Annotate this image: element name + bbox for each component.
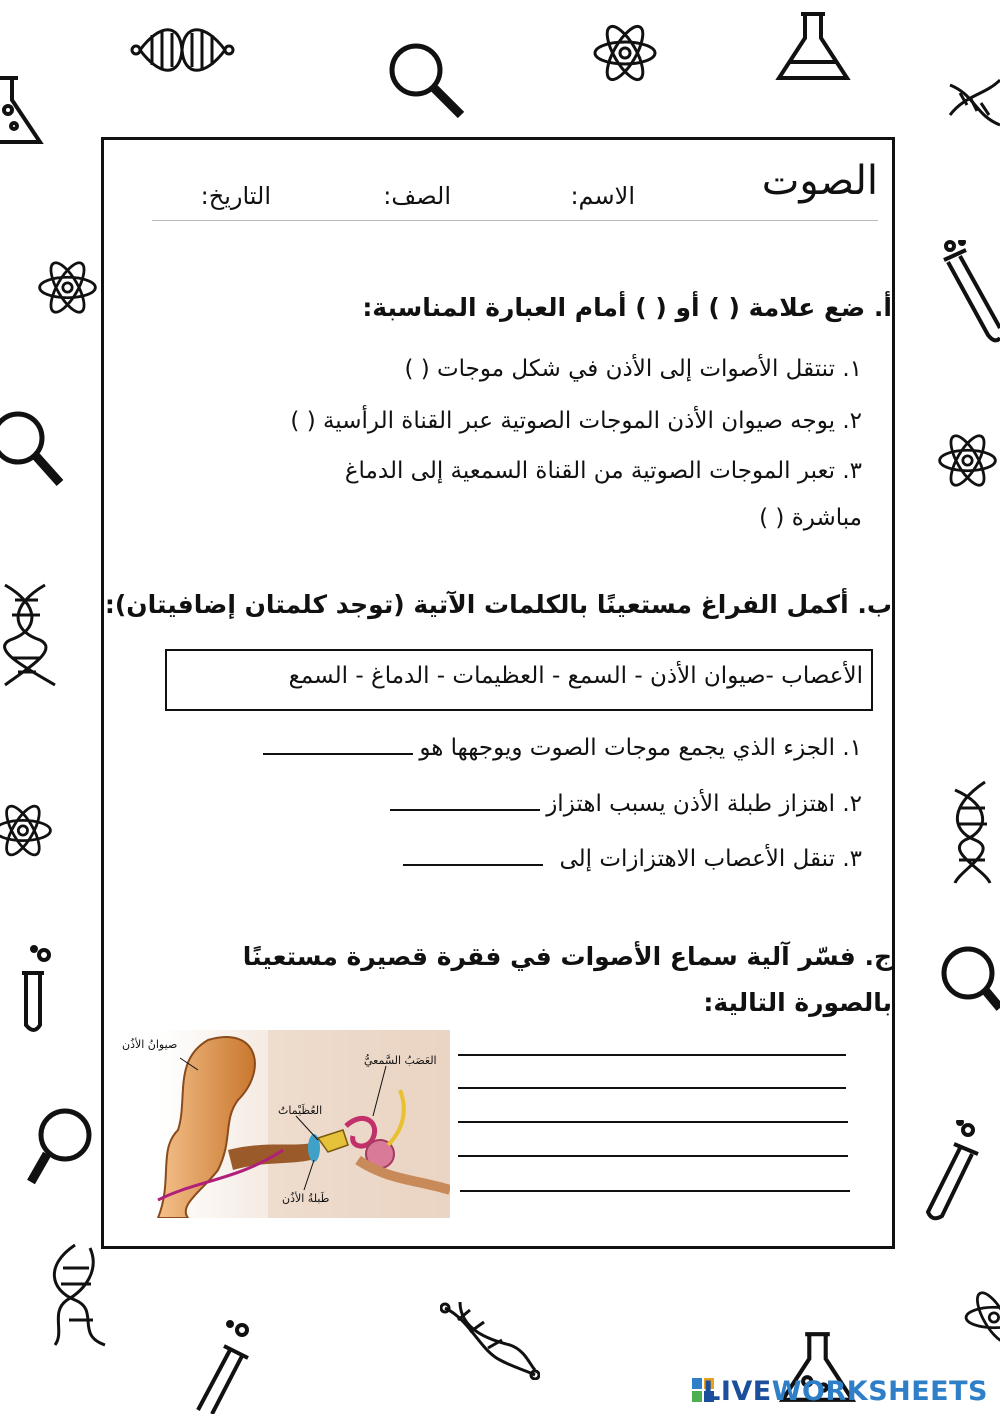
section-b-item-3-text: ٣. تنقل الأعصاب الاهتزازات إلى <box>559 846 862 872</box>
atom-icon <box>960 1285 1000 1350</box>
liveworksheets-brand[interactable] <box>703 1376 988 1407</box>
brand-part-live: LIVE <box>703 1376 772 1407</box>
magnifier-icon <box>0 405 65 490</box>
section-b-heading: ب. أكمل الفراغ مستعينًا بالكلمات الآتية (توجد كلمتان إضافيتان): <box>104 590 892 619</box>
section-b-item-3 <box>397 846 862 872</box>
word-bank: الأعصاب -صيوان الأذن - السمع - العظيمات - الدماغ - السمع <box>288 663 863 689</box>
label-ossicles: العُظَيْماتُ <box>278 1104 323 1117</box>
atom-icon <box>935 428 1000 493</box>
word-bank-box <box>165 649 873 711</box>
magnifier-icon <box>935 940 1000 1025</box>
section-b-item-2 <box>384 791 862 817</box>
worksheet-title: الصوت <box>761 158 878 204</box>
answer-line[interactable] <box>458 1155 848 1157</box>
dna-icon <box>130 18 235 83</box>
atom-icon <box>35 255 100 320</box>
section-c-heading-line1: ج. فسّر آلية سماع الأصوات في فقرة قصيرة مستعينًا <box>242 942 892 971</box>
flask-icon <box>0 70 48 150</box>
section-c-heading-line2: بالصورة التالية: <box>703 988 892 1017</box>
section-a-item-3: ٣. تعبر الموجات الصوتية من القناة السمعية إلى الدماغ <box>344 458 862 484</box>
flask-icon <box>773 8 853 86</box>
dna-icon <box>45 1240 110 1350</box>
name-label: الاسم: <box>570 182 635 210</box>
test-tube-icon <box>20 945 52 1035</box>
section-a-item-1: ١. تنتقل الأصوات إلى الأذن في شكل موجات ( ) <box>404 356 862 382</box>
answer-line[interactable] <box>458 1087 846 1089</box>
section-a-item-3-cont: مباشرة ( ) <box>759 505 862 531</box>
answer-blank[interactable] <box>390 808 540 811</box>
atom-icon <box>0 798 55 863</box>
label-eardrum: طَبلةُ الأذُن <box>282 1192 330 1205</box>
label-auditory-nerve: العَصَبُ السَّمعيُّ <box>364 1054 437 1067</box>
answer-line[interactable] <box>458 1054 846 1056</box>
dna-icon <box>945 75 1000 145</box>
test-tube-icon <box>190 1320 260 1414</box>
test-tube-icon <box>940 240 1000 345</box>
ear-diagram <box>118 1030 450 1218</box>
label-pinna: صيوانُ الأذُن <box>122 1038 178 1051</box>
brand-part-worksheets: WORKSHEETS <box>771 1376 988 1407</box>
test-tube-icon <box>920 1120 980 1225</box>
section-b-item-1-text: ١. الجزء الذي يجمع موجات الصوت ويوجهها هو <box>419 735 862 761</box>
section-a-heading: أ. ضع علامة ( ) أو ( ) أمام العبارة المناسبة: <box>362 293 892 322</box>
atom-icon <box>590 18 660 88</box>
header-rule <box>152 220 878 221</box>
answer-blank[interactable] <box>403 863 543 866</box>
date-label: التاريخ: <box>200 182 271 210</box>
section-b-item-2-text: ٢. اهتزاز طبلة الأذن يسبب اهتزاز <box>546 791 862 817</box>
section-b-item-1 <box>257 735 862 761</box>
answer-line[interactable] <box>460 1190 850 1192</box>
magnifier-icon <box>383 37 468 122</box>
dna-icon <box>440 1300 540 1380</box>
magnifier-icon <box>25 1100 95 1190</box>
class-label: الصف: <box>383 182 451 210</box>
dna-icon <box>0 580 60 690</box>
answer-blank[interactable] <box>263 752 413 755</box>
answer-line[interactable] <box>458 1121 848 1123</box>
section-a-item-2: ٢. يوجه صيوان الأذن الموجات الصوتية عبر القناة الرأسية ( ) <box>290 408 862 434</box>
dna-icon <box>945 780 1000 885</box>
